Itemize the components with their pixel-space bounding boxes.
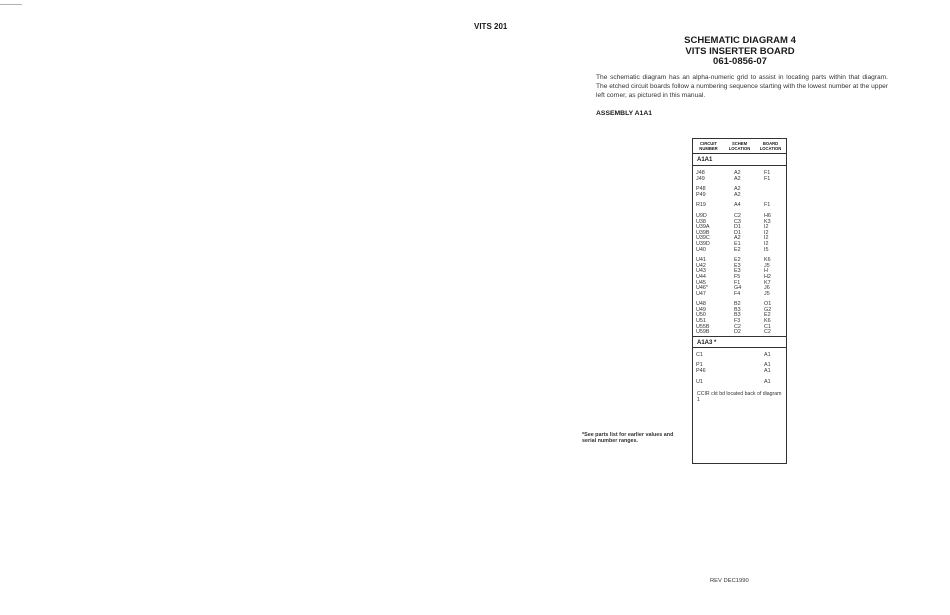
header-board-line-2: LOCATION [759,146,782,151]
board-location-cell: H2 [764,273,771,280]
table-row [696,193,783,199]
board-location-cell: K6 [764,318,771,325]
schem-location-cell: F5 [734,273,741,280]
table-row [696,330,783,336]
circuit-number-cell: J49 [696,175,705,182]
footnote: *See parts list for earlier values and serial number ranges. [582,432,674,445]
row-group [693,258,786,297]
schem-location-cell: A2 [734,235,741,242]
circuit-number-cell: U59B [696,329,710,336]
circuit-number-cell: U9D [696,212,707,219]
board-location-cell [764,193,783,199]
schem-location-cell: A4 [734,202,741,209]
header-board-line-1: BOARD [762,141,779,146]
board-location-cell: H [764,268,768,275]
intro-paragraph: The schematic diagram has an alpha-numeric grid to assist in locating parts within that diagram. The etched circuit boards follow a numbering sequence starting with the lowest number at the upper left corner, as pictured in this manual. [596,74,888,99]
row-group [693,214,786,253]
circuit-number-cell: U55B [696,323,710,330]
schem-location-cell [734,369,764,375]
header-circuit-number [693,141,724,153]
row-group [693,380,786,386]
schem-location-cell: E1 [734,240,741,247]
board-location-cell: I2 [764,229,769,236]
parts-location-table [692,138,787,464]
board-location-cell: F1 [764,170,771,176]
page-header-label: VITS 201 [474,22,508,31]
revision-date: REV DEC1990 [710,578,749,584]
schem-location-cell [734,380,764,386]
circuit-number-cell: P48 [696,186,706,193]
board-location-cell: H6 [764,212,771,219]
circuit-number-cell: U48 [696,301,706,308]
board-location-cell: A1 [764,351,771,358]
board-location-cell: K7 [764,279,771,286]
schem-location-cell: F3 [734,318,741,325]
board-location-cell: K3 [764,218,771,225]
schem-location-cell: B3 [734,306,741,313]
schem-location-cell: D2 [734,329,741,336]
corner-rule [0,4,22,5]
table-row [696,177,783,183]
schem-location-cell: D1 [734,224,741,231]
header-circuit-line-2: NUMBER [699,146,718,151]
diagram-title [640,36,840,68]
circuit-number-cell: U49 [696,306,706,313]
schem-location-cell: C2 [734,323,741,330]
board-location-cell: I2 [764,224,769,231]
circuit-number-cell: U39B [696,229,710,236]
row-group [693,302,786,336]
assembly-label: ASSEMBLY A1A1 [596,110,653,117]
schem-location-cell: G4 [734,285,742,292]
table-row [696,203,783,209]
circuit-number-cell: U39A [696,224,710,231]
header-schem-line-2: LOCATION [728,146,751,151]
header-circuit-line-1: CIRCUIT [700,141,717,146]
header-board-location [755,141,786,153]
title-line-1: SCHEMATIC DIAGRAM 4 [684,35,796,46]
board-location-cell: F1 [764,202,771,209]
circuit-number-cell: U38 [696,218,706,225]
circuit-number-cell: U47 [696,290,706,297]
schem-location-cell: C3 [734,218,741,225]
board-location-cell: J5 [764,262,770,269]
table-row [696,369,783,375]
board-location-cell: C1 [764,323,771,330]
board-location-cell: A1 [764,378,771,385]
circuit-number-cell: U41 [696,257,706,264]
board-location-cell: I2 [764,235,769,242]
header-schem-location [724,141,755,153]
board-location-cell: O1 [764,301,772,308]
circuit-number-cell: U1 [696,378,703,385]
row-group [693,187,786,198]
board-location-cell: I5 [764,246,769,253]
schem-location-cell: A2 [734,191,741,198]
board-location-cell: K6 [764,257,771,264]
section-heading: A1A3 * [693,336,786,348]
schem-location-cell: B3 [734,312,741,319]
table-header [693,139,786,154]
schem-location-cell: E2 [734,246,741,253]
table-row [696,380,783,386]
table-body [693,154,786,403]
board-location-cell: J5 [764,290,770,297]
schem-location-cell: E3 [734,268,741,275]
circuit-number-cell: C1 [696,351,703,358]
schem-location-cell: F4 [734,290,741,297]
header-schem-line-1: SCHEM [731,141,748,146]
row-group [693,203,786,209]
title-line-2: VITS INSERTER BOARD [685,45,795,57]
circuit-number-cell: U40 [696,246,706,253]
schem-location-cell: A2 [734,170,741,176]
board-location-cell: J6 [764,285,770,292]
circuit-number-cell: P49 [696,191,706,198]
schem-location-cell: B2 [734,301,741,308]
circuit-number-cell: U42 [696,262,706,269]
row-group [693,363,786,374]
board-location-cell: E2 [764,312,771,319]
schem-location-cell: F1 [734,279,741,286]
circuit-number-cell: R19 [696,202,706,209]
board-location-cell: A1 [764,368,771,375]
schem-location-cell: C2 [734,212,741,219]
table-row [696,353,783,359]
row-group [693,171,786,182]
circuit-number-cell: U51 [696,318,706,325]
schem-location-cell: A2 [734,175,741,182]
table-row [696,248,783,254]
board-location-cell: F1 [764,175,771,182]
circuit-number-cell: J48 [696,170,705,176]
schem-location-cell: D1 [734,229,741,236]
schem-location-cell [734,353,764,359]
circuit-number-cell: P1 [696,362,703,369]
board-location-cell: A1 [764,362,771,369]
table-row [696,292,783,298]
board-location-cell: I2 [764,240,769,247]
circuit-number-cell: U45 [696,279,706,286]
title-line-3: 061-0856-07 [713,56,767,67]
circuit-number-cell: U46* [696,285,708,292]
schem-location-cell: A2 [734,186,741,193]
section-heading: A1A1 [693,154,786,166]
schem-location-cell: E3 [734,262,741,269]
section-note: CCIR ckt bd located back of diagram 1 [697,391,782,404]
circuit-number-cell: U50 [696,312,706,319]
row-group [693,353,786,359]
circuit-number-cell: U39D [696,240,710,247]
circuit-number-cell: P46 [696,368,706,375]
board-location-cell: G2 [764,306,772,313]
board-location-cell: C2 [764,329,771,336]
circuit-number-cell: U43 [696,268,706,275]
schem-location-cell: E2 [734,257,741,264]
circuit-number-cell: U39C [696,235,710,242]
circuit-number-cell: U44 [696,273,706,280]
